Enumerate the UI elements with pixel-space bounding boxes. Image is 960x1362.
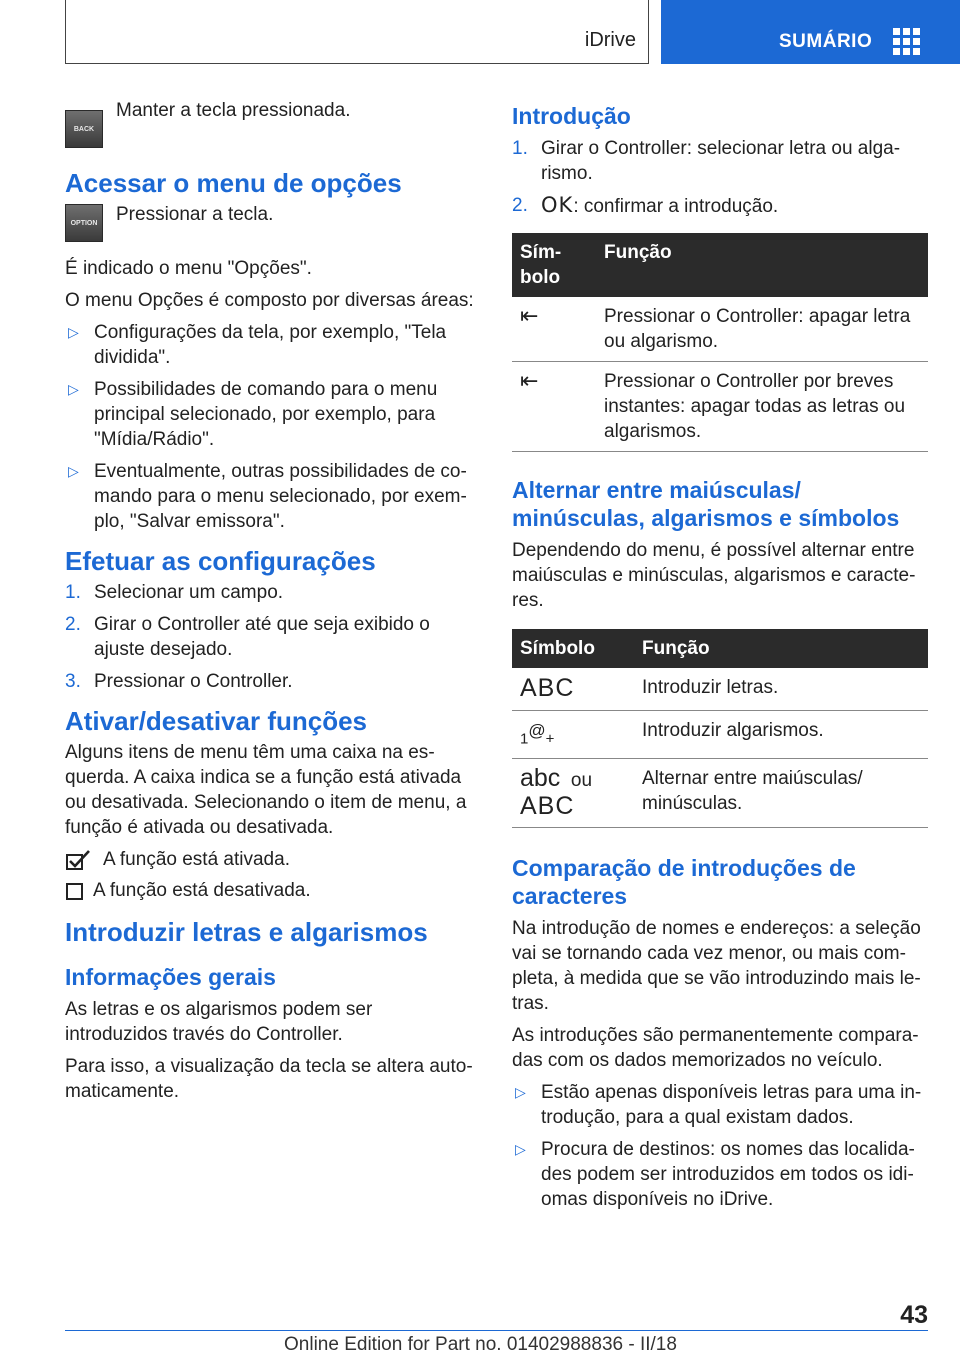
footer-divider (65, 1330, 928, 1331)
table-row (512, 759, 928, 828)
options-list (65, 320, 480, 534)
table-row (512, 297, 928, 362)
sumario-label: SUMÁRIO (779, 31, 873, 52)
options-paragraph-2: O menu Opções é composto por diversas áreas: (65, 290, 474, 311)
step-text: Selecionar um campo. (94, 582, 284, 603)
footer-edition: Online Edition for Part no. 01402988836 - II/18 (284, 1334, 677, 1355)
table-header-row (512, 629, 928, 668)
table-header-symbol: Símbolo (512, 629, 634, 668)
table-header-function: Função (596, 233, 928, 297)
table-row (512, 668, 928, 711)
table-header-row (512, 233, 928, 297)
page-number: 43 (900, 1301, 928, 1329)
info-subheading: Informações gerais (65, 964, 276, 990)
settings-heading: Efetuar as configurações (65, 546, 376, 576)
compare-paragraph-1: Na introdução de nomes e endereços: a seleção vai se tornando cada vez menor, ou mais completa, à medida que se vão introduzindo mais letras. (512, 918, 921, 1015)
settings-steps (65, 580, 480, 694)
list-item (65, 612, 480, 662)
digits-symbol-icon: 1@+ (512, 711, 634, 759)
intro-subheading: Introdução (512, 103, 631, 129)
switch-subheading: Alternar entre maiúsculas/ minúsculas, algarismos e símbolos (512, 477, 900, 531)
list-item: ▷ Configurações da tela, por exemplo, "Tela dividida". (65, 320, 480, 370)
compare-subheading: Comparação de introduções de caracteres (512, 855, 856, 910)
symbol-cell (512, 668, 634, 711)
step-number: 1. (65, 582, 81, 603)
table-header-symbol: Símbolo (512, 233, 596, 297)
info-paragraph-2: Para isso, a visualização da tecla se altera automaticamente. (65, 1056, 473, 1102)
checkbox-unchecked-icon (65, 880, 85, 902)
list-item: ▷ Possibilidades de comando para o menu principal selecionado, por exemplo, para "Mídia/Rádio". (65, 377, 480, 452)
step-text: : confirmar a introdução. (573, 196, 779, 217)
switch-symbols-table (512, 629, 928, 828)
back-key-text: Manter a tecla pressionada. (116, 100, 351, 121)
info-paragraph-1: As letras e os algarismos podem ser introduzidos través do Controller. (65, 999, 373, 1045)
uppercase-abc-icon: ABC (520, 792, 575, 821)
case-switch-symbol (512, 759, 634, 828)
list-item: ▷ Procura de destinos: os nomes das localidades podem ser introduzidos em todos os idiomas disponíveis no iDrive. (512, 1137, 928, 1212)
lowercase-abc-icon: abc (520, 764, 561, 793)
compare-list (512, 1080, 928, 1212)
intro-steps (512, 136, 928, 219)
list-item (512, 136, 928, 186)
option-key-icon: OPTION (65, 204, 103, 242)
section-title: iDrive (584, 29, 636, 51)
list-item (512, 193, 928, 219)
step-number: 1. (512, 138, 528, 159)
compare-paragraph-2: As introduções são permanentemente comparadas com os dados memorizados no veículo. (512, 1025, 919, 1072)
table-header-function: Função (634, 629, 928, 668)
back-key-row (65, 98, 480, 148)
table-cell: Introduzir algarismos. (634, 711, 928, 759)
or-text: ou (570, 770, 593, 792)
list-item (65, 669, 480, 694)
option-key-row (65, 202, 480, 242)
options-paragraph-1: É indicado o menu "Opções". (65, 258, 312, 279)
ok-symbol-icon: OK (541, 193, 574, 217)
sumario-button[interactable] (661, 0, 960, 64)
delete-symbols-table (512, 233, 928, 452)
step-text: Girar o Controller: selecionar letra ou algarismo. (541, 138, 901, 184)
table-cell: Alternar entre maiúsculas/ minúsculas. (634, 759, 928, 828)
unchecked-text: A função está desativada. (93, 880, 311, 901)
right-column (512, 98, 928, 1224)
backspace-icon: ⇤ (512, 362, 596, 452)
checkbox-checked-icon (65, 849, 95, 871)
table-cell: Pressionar o Controller por breves instantes: apagar todas as letras ou algarismos. (596, 362, 928, 452)
switch-paragraph: Dependendo do menu, é possível alternar entre maiúsculas e minúsculas, algarismos e caracteres. (512, 540, 916, 611)
left-column (65, 98, 480, 1111)
table-cell: Pressionar o Controller: apagar letra ou algarismo. (596, 297, 928, 362)
unchecked-row (65, 878, 480, 903)
toggle-heading: Ativar/desativar funções (65, 706, 368, 736)
letters-heading: Introduzir letras e algarismos (65, 917, 428, 947)
back-key-icon: BACK (65, 110, 103, 148)
header-bar (65, 0, 649, 64)
step-number: 2. (65, 614, 81, 635)
step-text: Girar o Controller até que seja exibido o ajuste desejado. (94, 614, 430, 660)
uppercase-abc-icon: ABC (520, 674, 575, 702)
table-row (512, 362, 928, 452)
step-number: 3. (65, 671, 81, 692)
checked-row (65, 847, 480, 872)
toggle-paragraph: Alguns itens de menu têm uma caixa na esquerda. A caixa indica se a função está ativada ou desativada. Selecionando o item de menu, a função é ativada ou desativada. (65, 742, 467, 838)
list-item (65, 580, 480, 605)
table-row (512, 711, 928, 759)
option-key-text: Pressionar a tecla. (116, 204, 274, 225)
step-number: 2. (512, 195, 528, 216)
backspace-icon: ⇤ (512, 297, 596, 362)
checked-text: A função está ativada. (103, 849, 290, 870)
grid-menu-icon (893, 28, 921, 56)
step-text: Pressionar o Controller. (94, 671, 293, 692)
list-item: ▷ Estão apenas disponíveis letras para uma introdução, para a qual existam dados. (512, 1080, 928, 1130)
list-item: ▷ Eventualmente, outras possibilidades de comando para o menu selecionado, por exemplo, "Salvar emissora". (65, 459, 480, 534)
table-cell: Introduzir letras. (634, 668, 928, 711)
options-heading: Acessar o menu de opções (65, 168, 402, 198)
